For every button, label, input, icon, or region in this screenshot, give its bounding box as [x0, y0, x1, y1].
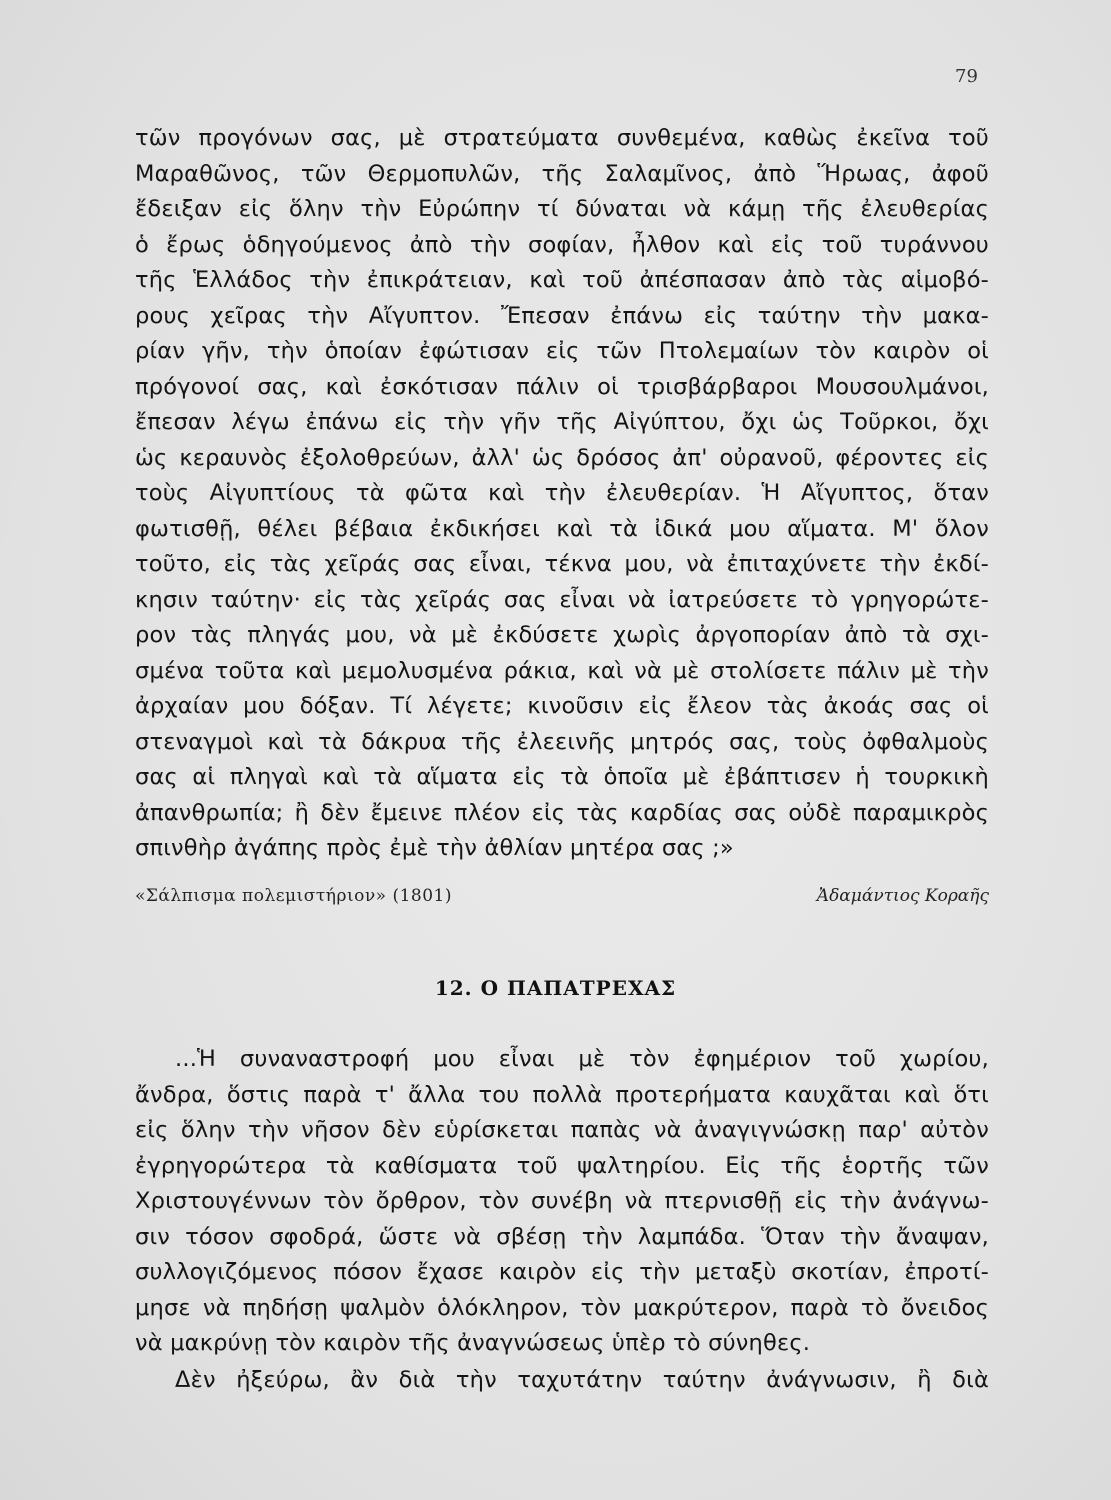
text-line: κησιν ταύτην· εἰς τὰς χεῖράς σας εἶναι νὰ ἰατρεύσετε τὸ γρηγορώτε- — [135, 586, 989, 613]
text-line: τοὺς Αἰγυπτίους τὰ φῶτα καὶ τὴν ἐλευθερίαν. Ἡ Αἴγυπτος, ὅταν — [135, 480, 989, 506]
text-line: τῆς Ἑλλάδος τὴν ἐπικράτειαν, καὶ τοῦ ἀπέσπασαν ἀπὸ τὰς αἱμοβό- — [135, 267, 989, 293]
page-number: 79 — [955, 66, 978, 87]
text-line: σας αἱ πληγαὶ καὶ τὰ αἵματα εἰς τὰ ὁποῖα μὲ ἐβάπτισεν ἡ τουρκικὴ — [135, 764, 989, 790]
text-line: ἔπεσαν λέγω ἐπάνω εἰς τὴν γῆν τῆς Αἰγύπτου, ὄχι ὡς Τοῦρκοι, ὄχι — [135, 409, 989, 435]
text-line: Μαραθῶνος, τῶν Θερμοπυλῶν, τῆς Σαλαμῖνος, ἀπὸ Ἥρωας, ἀφοῦ — [135, 160, 989, 187]
continuation-paragraph — [135, 1363, 989, 1399]
text-line: ἐγρηγορώτερα τὰ καθίσματα τοῦ ψαλτηρίου. Εἰς τῆς ἑορτῆς τῶν — [135, 1152, 989, 1179]
text-line: ρον τὰς πληγάς μου, νὰ μὲ ἐκδύσετε χωρὶς ἀργοπορίαν ἀπὸ τὰ σχι- — [135, 622, 989, 648]
text-line: εἰς ὅλην τὴν νῆσον δὲν εὑρίσκεται παπὰς νὰ ἀναγιγνώσκῃ παρ' αὐτὸν — [135, 1117, 989, 1143]
korais-quote-passage — [135, 121, 989, 867]
text-line: ἄνδρα, ὅστις παρὰ τ' ἄλλα του πολλὰ προτερήματα καυχᾶται καὶ ὅτι — [135, 1081, 989, 1108]
papatrechas-passage — [135, 1042, 989, 1362]
text-line: μησε νὰ πηδήσῃ ψαλμὸν ὁλόκληρον, τὸν μακρύτερον, παρὰ τὸ ὄνειδος — [135, 1294, 989, 1321]
text-line: Δὲν ἠξεύρω, ἂν διὰ τὴν ταχυτάτην ταύτην ἀνάγνωσιν, ἢ διὰ — [175, 1367, 989, 1393]
text-line: τοῦτο, εἰς τὰς χεῖράς σας εἶναι, τέκνα μου, νὰ ἐπιταχύνετε τὴν ἐκδί- — [135, 551, 989, 577]
text-line: πρόγονοί σας, καὶ ἐσκότισαν πάλιν οἱ τρισβάρβαροι Μουσουλμάνοι, — [135, 373, 989, 400]
text-line: τῶν προγόνων σας, μὲ στρατεύματα συνθεμένα, καθὼς ἐκεῖνα τοῦ — [135, 125, 989, 151]
text-line: φωτισθῇ, θέλει βέβαια ἐκδικήσει καὶ τὰ ἰδικά μου αἵματα. Μ' ὅλον — [135, 515, 989, 542]
section-heading: 12. Ο ΠΑΠΑΤΡΕΧΑΣ — [434, 976, 677, 1000]
text-line: συλλογιζόμενος πόσον ἔχασε καιρὸν εἰς τὴν μεταξὺ σκοτίαν, ἐπροτί- — [135, 1259, 989, 1285]
text-line: νὰ μακρύνῃ τὸν καιρὸν τῆς ἀναγνώσεως ὑπὲρ τὸ σύνηθες. — [135, 1330, 811, 1356]
text-line: ρους χεῖρας τὴν Αἴγυπτον. Ἔπεσαν ἐπάνω εἰς ταύτην τὴν μακα- — [135, 302, 989, 329]
text-line: στεναγμοὶ καὶ τὰ δάκρυα τῆς ἐλεεινῆς μητρός σας, τοὺς ὀφθαλμοὺς — [135, 728, 989, 755]
text-line: σπινθὴρ ἀγάπης πρὸς ἐμὲ τὴν ἀθλίαν μητέρα σας ;» — [135, 835, 734, 861]
citation-author: Ἀδαμάντιος Κοραῆς — [816, 886, 989, 906]
text-line: ...Ἡ συναναστροφή μου εἶναι μὲ τὸν ἐφημέριον τοῦ χωρίου, — [175, 1046, 989, 1072]
text-line: ἔδειξαν εἰς ὅλην τὴν Εὐρώπην τί δύναται νὰ κάμῃ τῆς ἐλευθερίας — [135, 196, 989, 222]
text-line: ἀρχαίαν μου δόξαν. Τί λέγετε; κινοῦσιν εἰς ἔλεον τὰς ἀκοάς σας οἱ — [135, 693, 989, 719]
text-line: σιν τόσον σφοδρά, ὥστε νὰ σβέσῃ τὴν λαμπάδα. Ὅταν τὴν ἄναψαν, — [135, 1223, 989, 1250]
text-line: σμένα τοῦτα καὶ μεμολυσμένα ράκια, καὶ νὰ μὲ στολίσετε πάλιν μὲ τὴν — [135, 657, 989, 684]
text-line: Χριστουγέννων τὸν ὄρθρον, τὸν συνέβη νὰ πτερνισθῇ εἰς τὴν ἀνάγνω- — [135, 1188, 989, 1214]
quote-citation — [135, 886, 989, 916]
citation-source: «Σάλπισμα πολεμιστήριον» (1801) — [135, 886, 453, 906]
text-line: ρίαν γῆν, τὴν ὁποίαν ἐφώτισαν εἰς τῶν Πτολεμαίων τὸν καιρὸν οἱ — [135, 338, 989, 364]
text-line: ὁ ἔρως ὁδηγούμενος ἀπὸ τὴν σοφίαν, ἦλθον καὶ εἰς τοῦ τυράννου — [135, 231, 989, 258]
text-line: ὡς κεραυνὸς ἐξολοθρεύων, ἀλλ' ὡς δρόσος ἀπ' οὐρανοῦ, φέροντες εἰς — [135, 444, 989, 471]
text-line: ἀπανθρωπία; ἢ δὲν ἔμεινε πλέον εἰς τὰς καρδίας σας οὐδὲ παραμικρὸς — [135, 799, 989, 826]
